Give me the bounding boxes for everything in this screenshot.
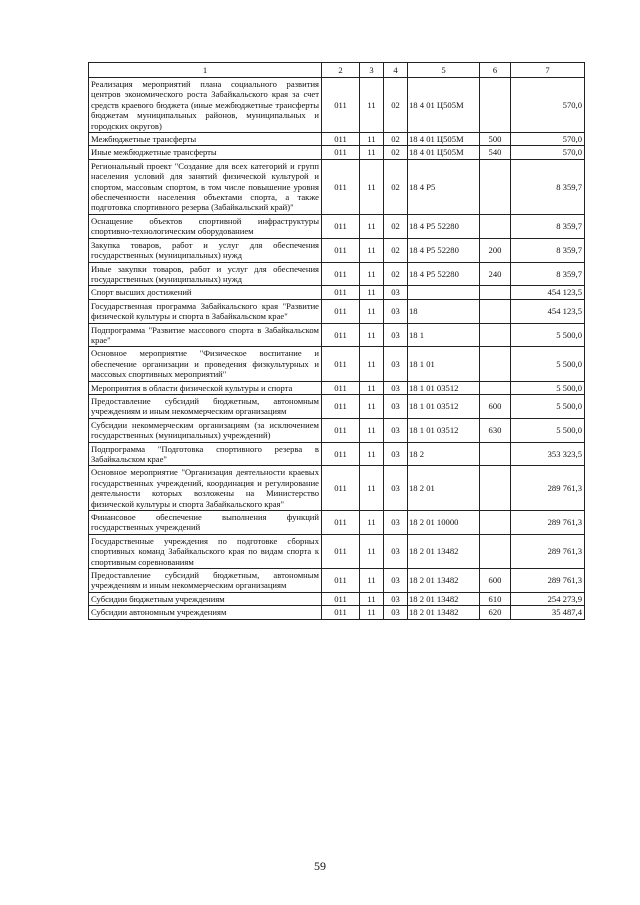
subsection-code-cell: 02 (384, 262, 408, 286)
page-number: 59 (314, 859, 326, 873)
subsection-code-cell: 03 (384, 534, 408, 568)
section-code-cell: 11 (360, 214, 384, 238)
expense-type-cell (480, 159, 511, 214)
amount-cell: 8 359,7 (511, 238, 585, 262)
table-row (89, 511, 585, 535)
section-code-cell: 11 (360, 286, 384, 299)
target-article-cell: 18 4 P5 (408, 159, 480, 214)
expense-type-cell: 610 (480, 592, 511, 605)
target-article-cell: 18 1 01 03512 (408, 394, 480, 418)
ministry-code-cell: 011 (322, 592, 360, 605)
row-name-cell: Основное мероприятие "Организация деятельности краевых государственных учреждений, координация и регулирование деятельности которых возложены на Министерство физической культуры и спорта Забайкальского края" (89, 466, 322, 511)
ministry-code-cell: 011 (322, 299, 360, 323)
section-code-cell: 11 (360, 78, 384, 133)
table-row (89, 323, 585, 347)
section-code-cell: 11 (360, 159, 384, 214)
expense-type-cell (480, 299, 511, 323)
target-article-cell: 18 2 01 13482 (408, 592, 480, 605)
table-row (89, 78, 585, 133)
target-article-cell: 18 1 (408, 323, 480, 347)
expense-type-cell: 200 (480, 238, 511, 262)
ministry-code-cell: 011 (322, 133, 360, 146)
table-row (89, 466, 585, 511)
ministry-code-cell: 011 (322, 569, 360, 593)
amount-cell: 454 123,5 (511, 299, 585, 323)
ministry-code-cell: 011 (322, 262, 360, 286)
row-name-cell: Межбюджетные трансферты (89, 133, 322, 146)
expense-type-cell (480, 511, 511, 535)
table-row (89, 381, 585, 394)
expense-type-cell: 600 (480, 569, 511, 593)
table-row (89, 592, 585, 605)
section-code-cell: 11 (360, 511, 384, 535)
amount-cell: 289 761,3 (511, 569, 585, 593)
amount-cell: 5 500,0 (511, 418, 585, 442)
amount-cell: 289 761,3 (511, 466, 585, 511)
ministry-code-cell: 011 (322, 78, 360, 133)
table-row (89, 214, 585, 238)
row-name-cell: Мероприятия в области физической культуры и спорта (89, 381, 322, 394)
section-code-cell: 11 (360, 146, 384, 159)
ministry-code-cell: 011 (322, 442, 360, 466)
section-code-cell: 11 (360, 262, 384, 286)
ministry-code-cell: 011 (322, 394, 360, 418)
section-code-cell: 11 (360, 394, 384, 418)
amount-cell: 8 359,7 (511, 159, 585, 214)
row-name-cell: Государственные учреждения по подготовке сборных спортивных команд Забайкальского края по видам спорта к спортивным соревнованиям (89, 534, 322, 568)
row-name-cell: Региональный проект "Создание для всех категорий и групп населения условий для занятий физической культурой и спортом, массовым спортом, в том числе повышение уровня обеспеченности населения объектами спорта, а также подготовка спортивного резерва (Забайкальский край)" (89, 159, 322, 214)
section-code-cell: 11 (360, 238, 384, 262)
subsection-code-cell: 03 (384, 418, 408, 442)
header-cell: 6 (480, 63, 511, 78)
table-row (89, 418, 585, 442)
amount-cell: 5 500,0 (511, 381, 585, 394)
table-row (89, 442, 585, 466)
ministry-code-cell: 011 (322, 381, 360, 394)
section-code-cell: 11 (360, 606, 384, 619)
subsection-code-cell: 03 (384, 442, 408, 466)
subsection-code-cell: 03 (384, 381, 408, 394)
target-article-cell: 18 4 P5 52280 (408, 214, 480, 238)
subsection-code-cell: 02 (384, 146, 408, 159)
subsection-code-cell: 03 (384, 347, 408, 381)
row-name-cell: Оснащение объектов спортивной инфраструктуры спортивно-технологическим оборудованием (89, 214, 322, 238)
expense-type-cell (480, 381, 511, 394)
row-name-cell: Подпрограмма "Развитие массового спорта в Забайкальском крае" (89, 323, 322, 347)
expense-type-cell: 630 (480, 418, 511, 442)
header-cell: 2 (322, 63, 360, 78)
subsection-code-cell: 03 (384, 323, 408, 347)
target-article-cell: 18 (408, 299, 480, 323)
row-name-cell: Основное мероприятие "Физическое воспитание и обеспечение организации и проведения физкультурных и массовых спортивных мероприятий" (89, 347, 322, 381)
amount-cell: 353 323,5 (511, 442, 585, 466)
target-article-cell: 18 1 01 03512 (408, 381, 480, 394)
section-code-cell: 11 (360, 466, 384, 511)
subsection-code-cell: 03 (384, 299, 408, 323)
ministry-code-cell: 011 (322, 146, 360, 159)
table-row (89, 133, 585, 146)
expense-type-cell: 620 (480, 606, 511, 619)
row-name-cell: Подпрограмма "Подготовка спортивного резерва в Забайкальском крае" (89, 442, 322, 466)
table-row (89, 238, 585, 262)
ministry-code-cell: 011 (322, 606, 360, 619)
section-code-cell: 11 (360, 442, 384, 466)
row-name-cell: Субсидии некоммерческим организациям (за исключением государственных (муниципальных) учреждений) (89, 418, 322, 442)
section-code-cell: 11 (360, 592, 384, 605)
amount-cell: 35 487,4 (511, 606, 585, 619)
target-article-cell: 18 2 01 13482 (408, 569, 480, 593)
ministry-code-cell: 011 (322, 159, 360, 214)
subsection-code-cell: 02 (384, 133, 408, 146)
target-article-cell: 18 2 (408, 442, 480, 466)
subsection-code-cell: 03 (384, 606, 408, 619)
subsection-code-cell: 03 (384, 466, 408, 511)
expense-type-cell (480, 466, 511, 511)
ministry-code-cell: 011 (322, 347, 360, 381)
subsection-code-cell: 03 (384, 286, 408, 299)
header-cell: 5 (408, 63, 480, 78)
target-article-cell: 18 2 01 10000 (408, 511, 480, 535)
amount-cell: 570,0 (511, 78, 585, 133)
section-code-cell: 11 (360, 347, 384, 381)
header-cell: 7 (511, 63, 585, 78)
target-article-cell: 18 4 P5 52280 (408, 238, 480, 262)
target-article-cell: 18 4 01 Ц505М (408, 133, 480, 146)
row-name-cell: Закупка товаров, работ и услуг для обеспечения государственных (муниципальных) нужд (89, 238, 322, 262)
expense-type-cell: 500 (480, 133, 511, 146)
table-row (89, 299, 585, 323)
table-row (89, 146, 585, 159)
amount-cell: 8 359,7 (511, 262, 585, 286)
row-name-cell: Иные закупки товаров, работ и услуг для обеспечения государственных (муниципальных) нужд (89, 262, 322, 286)
ministry-code-cell: 011 (322, 286, 360, 299)
table-row (89, 286, 585, 299)
row-name-cell: Реализация мероприятий плана социального развития центров экономического роста Забайкальского края за счет средств краевого бюджета (иные межбюджетные трансферты бюджетам муниципальных районов, муниципальных и городских округов) (89, 78, 322, 133)
amount-cell: 289 761,3 (511, 534, 585, 568)
row-name-cell: Предоставление субсидий бюджетным, автономным учреждениям и иным некоммерческим организациям (89, 394, 322, 418)
target-article-cell: 18 2 01 13482 (408, 534, 480, 568)
section-code-cell: 11 (360, 323, 384, 347)
expense-type-cell (480, 78, 511, 133)
expense-type-cell: 240 (480, 262, 511, 286)
header-cell: 4 (384, 63, 408, 78)
amount-cell: 454 123,5 (511, 286, 585, 299)
header-cell: 1 (89, 63, 322, 78)
table-row (89, 262, 585, 286)
target-article-cell: 18 1 01 03512 (408, 418, 480, 442)
expense-type-cell (480, 534, 511, 568)
expense-type-cell: 600 (480, 394, 511, 418)
expense-type-cell (480, 442, 511, 466)
section-code-cell: 11 (360, 569, 384, 593)
section-code-cell: 11 (360, 418, 384, 442)
ministry-code-cell: 011 (322, 466, 360, 511)
table-row (89, 394, 585, 418)
amount-cell: 8 359,7 (511, 214, 585, 238)
table-header-row (89, 63, 585, 78)
target-article-cell: 18 4 01 Ц505М (408, 146, 480, 159)
amount-cell: 254 273,9 (511, 592, 585, 605)
target-article-cell (408, 286, 480, 299)
ministry-code-cell: 011 (322, 214, 360, 238)
ministry-code-cell: 011 (322, 238, 360, 262)
subsection-code-cell: 03 (384, 569, 408, 593)
subsection-code-cell: 03 (384, 592, 408, 605)
amount-cell: 5 500,0 (511, 323, 585, 347)
table-row (89, 347, 585, 381)
expense-type-cell (480, 323, 511, 347)
table-row (89, 159, 585, 214)
section-code-cell: 11 (360, 381, 384, 394)
expense-type-cell (480, 214, 511, 238)
section-code-cell: 11 (360, 534, 384, 568)
expense-type-cell: 540 (480, 146, 511, 159)
target-article-cell: 18 1 01 (408, 347, 480, 381)
row-name-cell: Спорт высших достижений (89, 286, 322, 299)
budget-table (88, 62, 585, 620)
table-row (89, 534, 585, 568)
target-article-cell: 18 4 01 Ц505М (408, 78, 480, 133)
row-name-cell: Финансовое обеспечение выполнения функций государственных учреждений (89, 511, 322, 535)
row-name-cell: Субсидии автономным учреждениям (89, 606, 322, 619)
target-article-cell: 18 2 01 13482 (408, 606, 480, 619)
table-row (89, 569, 585, 593)
amount-cell: 5 500,0 (511, 394, 585, 418)
amount-cell: 570,0 (511, 146, 585, 159)
target-article-cell: 18 4 P5 52280 (408, 262, 480, 286)
subsection-code-cell: 02 (384, 238, 408, 262)
section-code-cell: 11 (360, 133, 384, 146)
amount-cell: 570,0 (511, 133, 585, 146)
section-code-cell: 11 (360, 299, 384, 323)
ministry-code-cell: 011 (322, 511, 360, 535)
ministry-code-cell: 011 (322, 418, 360, 442)
row-name-cell: Предоставление субсидий бюджетным, автономным учреждениям и иным некоммерческим организациям (89, 569, 322, 593)
subsection-code-cell: 03 (384, 511, 408, 535)
subsection-code-cell: 02 (384, 159, 408, 214)
amount-cell: 5 500,0 (511, 347, 585, 381)
amount-cell: 289 761,3 (511, 511, 585, 535)
ministry-code-cell: 011 (322, 534, 360, 568)
expense-type-cell (480, 347, 511, 381)
ministry-code-cell: 011 (322, 323, 360, 347)
target-article-cell: 18 2 01 (408, 466, 480, 511)
expense-type-cell (480, 286, 511, 299)
subsection-code-cell: 02 (384, 78, 408, 133)
row-name-cell: Субсидии бюджетным учреждениям (89, 592, 322, 605)
subsection-code-cell: 02 (384, 214, 408, 238)
header-cell: 3 (360, 63, 384, 78)
table-row (89, 606, 585, 619)
row-name-cell: Государственная программа Забайкальского края "Развитие физической культуры и спорта в Забайкальском крае" (89, 299, 322, 323)
subsection-code-cell: 03 (384, 394, 408, 418)
row-name-cell: Иные межбюджетные трансферты (89, 146, 322, 159)
